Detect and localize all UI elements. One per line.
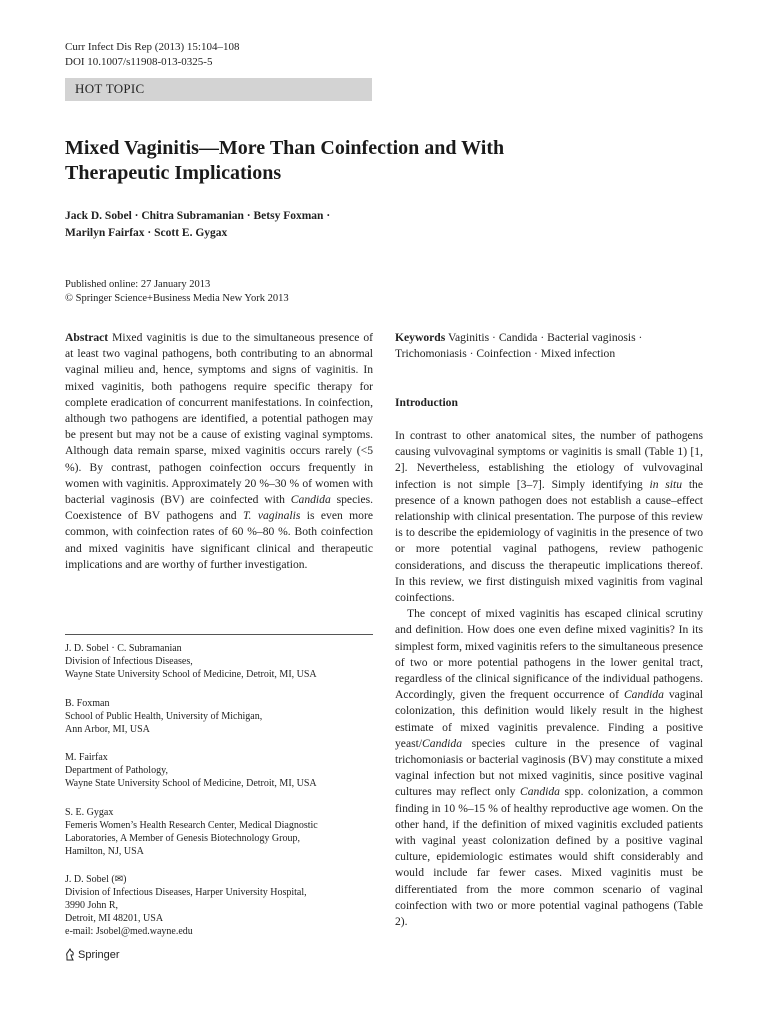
- abstract-text: species. Coexistence of BV pathogens and: [65, 493, 373, 523]
- table-ref-link[interactable]: 2: [395, 915, 401, 929]
- affiliation-line: 3990 John R,: [65, 900, 119, 911]
- text-run: ]. Nevertheless, establishing the etiology of vulvovaginal infection is not simple [: [395, 461, 703, 491]
- affiliation-line: Ann Arbor, MI, USA: [65, 723, 150, 735]
- article-title: Mixed Vaginitis—More Than Coinfection and With Therapeutic Implications: [65, 137, 505, 184]
- affiliation-names: S. E. Gygax: [65, 806, 114, 818]
- abstract-label: Abstract: [65, 331, 109, 344]
- affiliation-divider: [65, 634, 373, 635]
- italic-run: in situ: [649, 477, 683, 491]
- journal-header: [65, 40, 239, 70]
- affiliation-line: Laboratories, A Member of Genesis Biotechnology Group,: [65, 832, 300, 844]
- copyright: © Springer Science+Business Media New York 2013: [65, 293, 289, 304]
- text-run: spp. colonization, a common finding in 10 %–15 % of healthy reproductive age women. On the other hand, if the definition of mixed vaginitis excluded patients with vaginal yeast colonization defined by a positive vaginal culture, epidemiologic estimates would shift considerably and would include far fewer cases. Mixed vaginitis must be differentiated from the more common scenario of vaginal coinfection with two or more potential vaginal pathogens (Table: [395, 785, 703, 912]
- text-run: The concept of mixed vaginitis has escaped clinical scrutiny and definition. How does one even define mixed vaginitis? In its simplest form, mixed vaginitis refers to the simultaneous presence of two or more potential pathogens in the lower genital tract, regardless of the clinical significance of the individual pathogens. Accordingly, given the frequent occurrence of: [395, 607, 703, 702]
- affiliation-line: Hamilton, NJ, USA: [65, 845, 144, 857]
- keywords-label: Keywords: [395, 331, 446, 344]
- affiliation-line: Detroit, MI 48201, USA: [65, 913, 164, 924]
- affiliation-line: School of Public Health, University of Michigan,: [65, 710, 263, 722]
- table-ref-link[interactable]: 1: [677, 445, 684, 459]
- citation-link[interactable]: 3–7: [520, 477, 539, 491]
- keywords: [395, 330, 703, 362]
- email-link[interactable]: e-mail: Jsobel@med.wayne.edu: [65, 926, 193, 937]
- abstract-italic: T. vaginalis: [242, 509, 301, 523]
- abstract-text: Mixed vaginitis is due to the simultaneous presence of at least two vaginal pathogens, both contributing to an abnormal vaginal milieu and, hence, symptoms and signs of vaginitis. In mixed vaginitis, both pathogens require specific therapy for complete eradication of concurrent manifestations. In coinfection, although two pathogens are identified, a potential pathogen may be present but may not be a cause of existing vaginal symptoms. Although data remain sparse, mixed vaginitis occurs rarely (<5 %). By contrast, pathogen coinfection occurs frequently in women with vaginitis. Approximately 20 %–30 % of women with bacterial vaginosis (BV) are coinfected with: [65, 331, 373, 507]
- intro-paragraph: [395, 606, 703, 930]
- affiliation-names: B. Foxman: [65, 697, 110, 709]
- citation-link[interactable]: 2: [395, 461, 401, 475]
- affiliation-corresponding: [65, 873, 373, 938]
- affiliation: [65, 642, 373, 681]
- italic-run: Candida: [520, 785, 560, 799]
- introduction-heading: Introduction: [395, 396, 458, 409]
- published-date: Published online: 27 January 2013: [65, 279, 211, 290]
- affiliation-line: Femeris Women’s Health Research Center, Medical Diagnostic: [65, 819, 318, 831]
- journal-citation: Curr Infect Dis Rep (2013) 15:104–108: [65, 41, 240, 53]
- author-list: [65, 208, 465, 241]
- affiliation: [65, 697, 373, 736]
- section-label: HOT TOPIC: [75, 81, 145, 96]
- text-run: ]. Simply identifying: [538, 477, 650, 491]
- text-run: ).: [400, 915, 408, 929]
- text-run: In contrast to other anatomical sites, the number of pathogens causing vulvovaginal symptoms or vaginitis is small (Table: [395, 429, 703, 459]
- affiliation-names: J. D. Sobel · C. Subramanian: [65, 643, 182, 654]
- affiliations: [65, 642, 373, 954]
- affiliation-names: J. D. Sobel (✉): [65, 874, 127, 885]
- publisher-footer: [65, 948, 120, 961]
- publisher-name: Springer: [78, 948, 120, 961]
- publication-info: [65, 278, 289, 306]
- citation-link[interactable]: 1: [694, 445, 701, 459]
- text-run: vaginal colonization, this definition would likely result in the highest estimate of mixed vaginitis prevalence. Finding a positive yeast/: [395, 688, 703, 750]
- affiliation-line: Department of Pathology,: [65, 765, 168, 776]
- doi: DOI 10.1007/s11908-013-0325-5: [65, 56, 213, 68]
- abstract-italic: Candida: [290, 493, 331, 507]
- text-run: ,: [700, 445, 703, 459]
- author-line: Jack D. Sobel · Chitra Subramanian · Betsy Foxman ·: [65, 210, 331, 222]
- affiliation-line: Wayne State University School of Medicine, Detroit, MI, USA: [65, 778, 317, 789]
- abstract-text: is even more common, with coinfection rates of 60 %–80 %. Both coinfection and mixed vaginitis have significant clinical and therapeutic implications and are worthy of further investigation.: [65, 509, 373, 571]
- author-line: Marilyn Fairfax · Scott E. Gygax: [65, 226, 228, 239]
- affiliation-line: Division of Infectious Diseases,: [65, 656, 193, 667]
- affiliation-line: Division of Infectious Diseases, Harper University Hospital,: [65, 887, 307, 898]
- italic-run: Candida: [422, 736, 462, 750]
- affiliation-line: Wayne State University School of Medicine, Detroit, MI, USA: [65, 669, 317, 680]
- affiliation: [65, 806, 373, 858]
- introduction-body: [395, 428, 703, 930]
- abstract: [65, 330, 373, 573]
- affiliation: [65, 751, 373, 790]
- text-run: the presence of a known pathogen does not establish a cause–effect relationship with clinical presentation. The purpose of this review is to describe the epidemiology of vaginitis in the presence of two or more potential vaginal pathogens, review pathogenic considerations, and discuss the therapeutic implications thereof. In this review, we first distinguish mixed vaginitis from vaginal coinfections.: [395, 477, 703, 605]
- text-run: ) [: [683, 445, 695, 459]
- section-banner: [65, 78, 372, 101]
- italic-run: Candida: [623, 688, 664, 702]
- affiliation-names: M. Fairfax: [65, 752, 108, 763]
- text-run: species culture in the presence of vaginal trichomoniasis or bacterial vaginosis (BV) may constitute a mixed vaginal infection but not mixed vaginitis, since positive vaginal cultures may reflect only: [395, 736, 703, 799]
- springer-knight-icon: [65, 948, 75, 961]
- intro-paragraph: [395, 428, 703, 606]
- keywords-text: Vaginitis · Candida · Bacterial vaginosis · Trichomoniasis · Coinfection · Mixed infection: [395, 331, 643, 361]
